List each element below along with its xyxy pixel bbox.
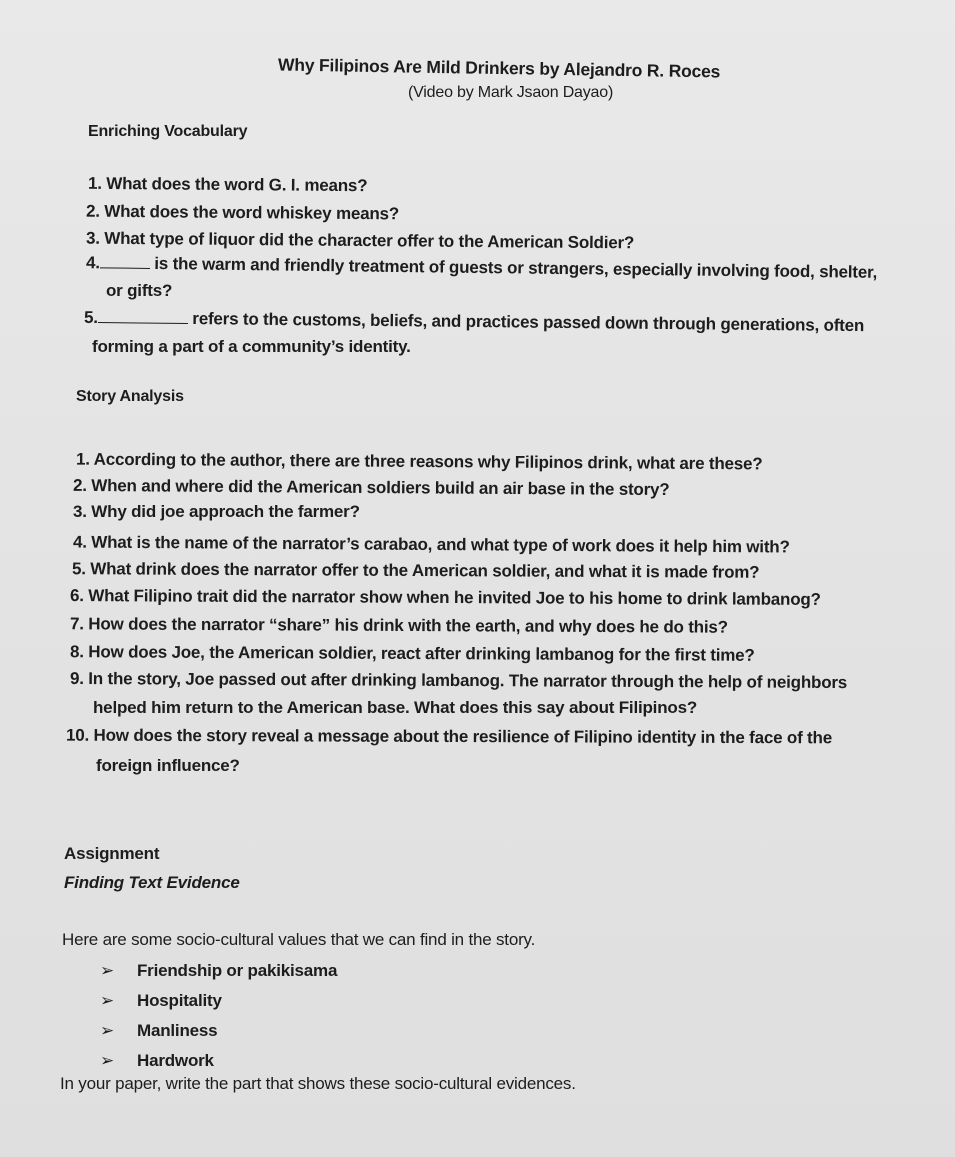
analysis-item: 10. How does the story reveal a message about the resilience of Filipino identity in the face of the	[65, 725, 833, 748]
vocab-item-4	[86, 253, 877, 283]
analysis-item: 1. According to the author, there are three reasons why Filipinos drink, what are these?	[75, 449, 763, 474]
assignment-instruction: In your paper, write the part that shows these socio-cultural evidences.	[60, 1074, 576, 1093]
value-item: Hardwork	[137, 1051, 214, 1070]
vocab-item: 2. What does the word whiskey means?	[85, 201, 400, 224]
vocab-item: 3. What type of liquor did the character offer to the American Soldier?	[85, 228, 635, 253]
item-text: refers to the customs, beliefs, and practices passed down through generations, often	[192, 309, 865, 336]
arrow-bullet-icon: ➢	[100, 991, 115, 1010]
vocab-item-5-continuation: forming a part of a community’s identity.	[92, 337, 411, 356]
analysis-item: 2. When and where did the American soldiers build an air base in the story?	[72, 475, 670, 500]
fill-blank	[100, 253, 150, 269]
value-item: Hospitality	[137, 991, 222, 1010]
analysis-item-continuation: helped him return to the American base. What does this say about Filipinos?	[93, 698, 698, 717]
vocab-item-5	[84, 308, 864, 336]
analysis-item: 4. What is the name of the narrator’s carabao, and what type of work does it help him with?	[72, 532, 790, 557]
item-number: 4.	[85, 253, 100, 273]
item-text: is the warm and friendly treatment of guests or strangers, especially involving food, shelter,	[154, 254, 878, 282]
vocab-item: 1. What does the word G. I. means?	[87, 173, 368, 196]
section-heading-assignment: Assignment	[64, 844, 160, 863]
analysis-item: 3. Why did joe approach the farmer?	[73, 502, 360, 521]
vocab-item-4-continuation: or gifts?	[106, 281, 173, 300]
value-item: Manliness	[137, 1021, 218, 1040]
fill-blank	[98, 308, 188, 324]
analysis-item: 6. What Filipino trait did the narrator show when he invited Joe to his home to drink lambanog?	[69, 586, 821, 609]
analysis-item: 8. How does Joe, the American soldier, react after drinking lambanog for the first time?	[69, 642, 755, 665]
document-title: Why Filipinos Are Mild Drinkers by Alejandro R. Roces	[277, 54, 721, 82]
section-heading-analysis: Story Analysis	[76, 388, 184, 405]
arrow-bullet-icon: ➢	[100, 1021, 115, 1040]
arrow-bullet-icon: ➢	[100, 961, 115, 980]
arrow-bullet-icon: ➢	[100, 1051, 115, 1070]
analysis-item: 5. What drink does the narrator offer to the American soldier, and what it is made from?	[71, 559, 760, 582]
analysis-item: 7. How does the narrator “share” his drink with the earth, and why does he do this?	[69, 614, 728, 637]
analysis-item-continuation: foreign influence?	[96, 756, 240, 775]
value-item: Friendship or pakikisama	[137, 961, 338, 980]
item-number: 5.	[83, 307, 98, 328]
assignment-intro: Here are some socio-cultural values that we can find in the story.	[62, 930, 536, 949]
analysis-item: 9. In the story, Joe passed out after drinking lambanog. The narrator through the help of neighbors	[69, 668, 848, 693]
document-subtitle: (Video by Mark Jsaon Dayao)	[408, 84, 614, 101]
section-subheading: Finding Text Evidence	[64, 873, 240, 892]
section-heading-vocabulary: Enriching Vocabulary	[88, 123, 248, 140]
